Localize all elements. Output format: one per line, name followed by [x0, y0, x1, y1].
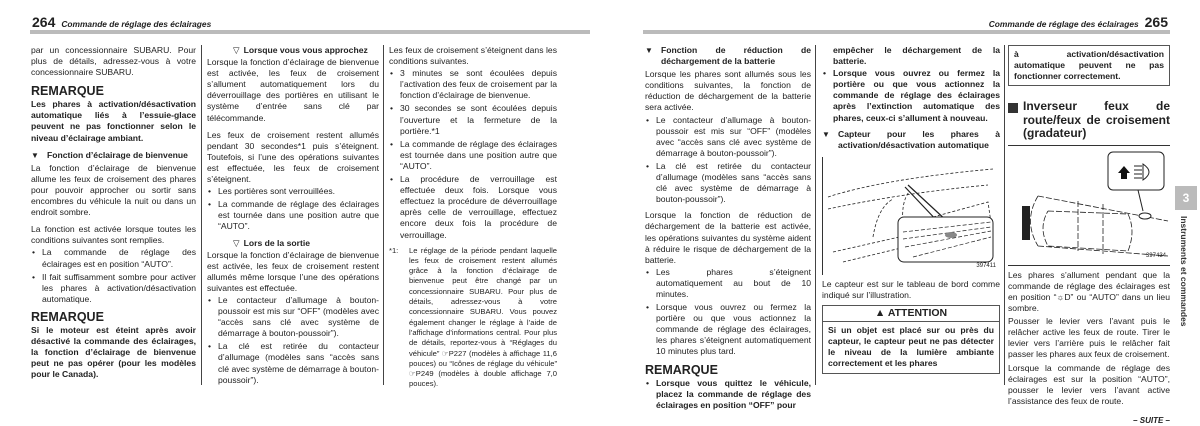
note-list: [645, 378, 811, 411]
list-item: • La clé est retirée du contacteur d’allumage (modèles sans “accès sans clé avec système de démarrage à bouton-poussoir”).: [645, 161, 811, 205]
header-rule: [643, 30, 1170, 34]
subsection-heading: [207, 238, 379, 249]
footnote-text: Le réglage de la période pendant laquelle les feux de croisement restent allumés grâce à la fonction d’éclairage de bienvenue peut être changé par un concessionnaire SUBARU. Pour plus de détails, adressez-vous à votre concessionnaire SUBARU. Vous pouvez également changer le réglage à l’aide de l’affichage d’informations central. Pour plus de détails, reportez-vous à “Réglages du véhicule” ☞P227 (modèles à affichage 11,6 pouces) ou “Icônes de réglage du véhicule” ☞P249 (modèles à double affichage 7,0 pouces).: [409, 245, 557, 389]
note-text: Si le moteur est éteint après avoir désactivé la commande des éclairages, la fonction d’éclairage de bienvenue peut ne pas opérer (pour les modèles pour le Canada).: [31, 324, 196, 380]
column-divider: [201, 45, 202, 385]
list-item: • Le contacteur d’allumage à bouton-poussoir est mis sur “OFF” (modèles avec “accès sans clé avec système de démarrage à bouton-poussoir”).: [207, 295, 379, 339]
dimmer-illustration: [1008, 146, 1170, 266]
triangle-outline-icon: ▽: [233, 45, 240, 55]
right-column-3: [1008, 45, 1170, 426]
bullet-list: [207, 186, 379, 232]
footnote-mark: *1:: [389, 245, 399, 255]
caution-header: [822, 305, 1000, 322]
note-item: • Lorsque vous ouvrez ou fermez la portière ou que vous actionnez la commande de réglage des éclairages après l’extinction automatique des phares, ceux-ci s’allument à nouveau.: [822, 68, 1000, 123]
triangle-outline-icon: ▽: [233, 237, 240, 248]
list-item: • Les portières sont verrouillées.: [207, 186, 379, 197]
paragraph: Lorsque la fonction d’éclairage de bienvenue est activée, les feux de croisement restent allumés même lorsque l’une des opérations suivantes est effectuée.: [207, 249, 379, 293]
page-number: 264: [32, 14, 56, 30]
left-column-2: [207, 45, 379, 391]
note-title: REMARQUE: [645, 362, 718, 377]
right-column-2: [822, 45, 1000, 374]
header-title: Commande de réglage des éclairages: [988, 19, 1139, 29]
left-column-3: [389, 45, 557, 390]
figure-code: 397434: [1145, 252, 1166, 259]
column-divider: [1004, 45, 1005, 385]
note-text: Les phares à activation/désactivation automatique liés à l’essuie-glace peuvent ne pas fonctionner selon le niveau d’éclairage ambiant.: [31, 99, 196, 143]
dashboard-sensor-drawing: [823, 157, 999, 275]
bullet-list: [645, 115, 811, 206]
caution-text: Si un objet est placé sur ou près du capteur, le capteur peut ne pas détecter le niveau de la lumière ambiante correctement et les phares: [822, 322, 1000, 373]
paragraph: Les phares s’allument pendant que la commande de réglage des éclairages est en position “☼D” ou “AUTO” dans un lieu sombre.: [1008, 269, 1170, 314]
left-page-header: [32, 13, 211, 29]
section-heading: ▼ Capteur pour les phares à activation/désactivation automatique: [822, 129, 1000, 151]
caution-title: ATTENTION: [887, 307, 948, 320]
column-divider: [383, 45, 384, 385]
right-page-header: [989, 13, 1168, 29]
note-list: [822, 68, 1000, 123]
paragraph: par un concessionnaire SUBARU. Pour plus de détails, adressez-vous à votre concessionnaire SUBARU.: [31, 45, 196, 78]
caution-text-continued: à activation/désactivation automatique peuvent ne pas fonctionner correctement.: [1008, 45, 1170, 86]
column-divider: [815, 45, 816, 385]
continued-marker: – SUITE –: [1133, 415, 1170, 425]
bullet-list: [31, 247, 196, 304]
paragraph: Lorsque la fonction de réduction de déchargement de la batterie est activée, les opérations suivantes du système aident à réduire le risque de déchargement de la batterie.: [645, 210, 811, 265]
bullet-list: [207, 295, 379, 386]
paragraph: Les feux de croisement s’éteignent dans les conditions suivantes.: [389, 45, 557, 67]
right-column-1: [645, 45, 811, 416]
list-item: • La clé est retirée du contacteur d’allumage (modèles sans “accès sans clé avec système de démarrage à bouton-poussoir”).: [207, 341, 379, 385]
list-item: • Lorsque vous ouvrez ou fermez la portière ou que vous actionnez la commande de réglage des éclairages, les phares s’éteignent automatiquement 10 minutes plus tard.: [645, 302, 811, 357]
list-item: • La procédure de verrouillage est effectuée deux fois. Lorsque vous effectuez la procédure de déverrouillage après celle de verrouillage, effectuez encore deux fois la procédure de verrouillage.: [389, 174, 557, 241]
list-item: • 3 minutes se sont écoulées depuis l’activation des feux de croisement par la fonction d’éclairage de bienvenue.: [389, 68, 557, 101]
left-column-1: [31, 45, 196, 386]
list-item: • 30 secondes se sont écoulées depuis l’ouverture et la fermeture de la portière.*1: [389, 103, 557, 136]
footnote: [389, 246, 557, 390]
warning-triangle-icon: ▲: [874, 307, 886, 320]
list-item: • La commande de réglage des éclairages est tournée dans une position autre que “AUTO”.: [207, 199, 379, 232]
list-item: • Les phares s’éteignent automatiquement au bout de 10 minutes.: [645, 267, 811, 300]
note-title: REMARQUE: [31, 84, 104, 99]
note-item: • Lorsque vous quittez le véhicule, placez la commande de réglage des éclairages en position “OFF” pour: [645, 378, 811, 411]
paragraph: Lorsque la fonction d’éclairage de bienvenue est activée, les feux de croisement s’allument automatiquement lors du déverrouillage des portières en utilisant le système d’entrée sans clé par télécommande.: [207, 57, 379, 123]
chapter-label: Instruments et commandes: [1179, 216, 1190, 327]
paragraph: La fonction d’éclairage de bienvenue allume les feux de croisement des phares pour pouvoir approcher ou sortir sans encombres du véhicule la nuit ou dans un endroit sombre.: [31, 162, 196, 218]
section-heading: ▼ Fonction de réduction de déchargement de la batterie: [645, 45, 811, 67]
list-item: • Le contacteur d’allumage à bouton-poussoir est mis sur “OFF” (modèles avec “accès sans clé avec système de démarrage à bouton-poussoir”).: [645, 115, 811, 159]
figure-caption: Le capteur est sur le tableau de bord comme indiqué sur l’illustration.: [822, 278, 1000, 300]
section-heading: ▼ Fonction d’éclairage de bienvenue: [31, 150, 196, 161]
paragraph: Lorsque la commande de réglage des éclairages est sur la position “AUTO”, pousser le levier vers l’avant active l’assistance des feux de route.: [1008, 362, 1170, 406]
note-continued: empêcher le déchargement de la batterie.: [833, 45, 1000, 67]
paragraph: Lorsque les phares sont allumés sous les conditions suivantes, la fonction de réduction de déchargement de la batterie sera activée.: [645, 69, 811, 113]
page-number: 265: [1144, 14, 1168, 30]
subsection-title: Lors de la sortie: [243, 237, 310, 248]
lever-drawing: [1008, 146, 1170, 266]
list-item: • La commande de réglage des éclairages est en position “AUTO”.: [31, 247, 196, 269]
paragraph: Les feux de croisement restent allumés pendant 30 secondes*1 puis s’éteignent. Toutefois, si l’une des opérations suivantes est effectuée, les feux de croisement s’éteignent.: [207, 129, 379, 185]
header-title: Commande de réglage des éclairages: [61, 19, 212, 29]
sensor-illustration: [822, 157, 1000, 275]
paragraph: La fonction est activée lorsque toutes les conditions suivantes sont remplies.: [31, 224, 196, 246]
bullet-list: [389, 68, 557, 240]
chapter-tab: 3: [1175, 186, 1197, 210]
subsection-title: Lorsque vous vous approchez: [243, 45, 368, 55]
section-title: Inverseur feux de route/feux de croisement (gradateur): [1008, 100, 1170, 146]
subsection-heading: [207, 45, 379, 56]
figure-code: 397411: [976, 262, 996, 269]
header-rule: [30, 30, 590, 34]
paragraph: Pousser le levier vers l’avant puis le relâcher active les feux de route. Tirer le levier vers l’arrière puis le relâcher fait passer les phares aux feux de croisement.: [1008, 316, 1170, 360]
bullet-list: [645, 267, 811, 358]
note-title: REMARQUE: [31, 309, 104, 324]
list-item: • La commande de réglage des éclairages est tournée dans une position autre que “AUTO”.: [389, 139, 557, 172]
list-item: • Il fait suffisamment sombre pour activer les phares à activation/désactivation automatique.: [31, 272, 196, 305]
